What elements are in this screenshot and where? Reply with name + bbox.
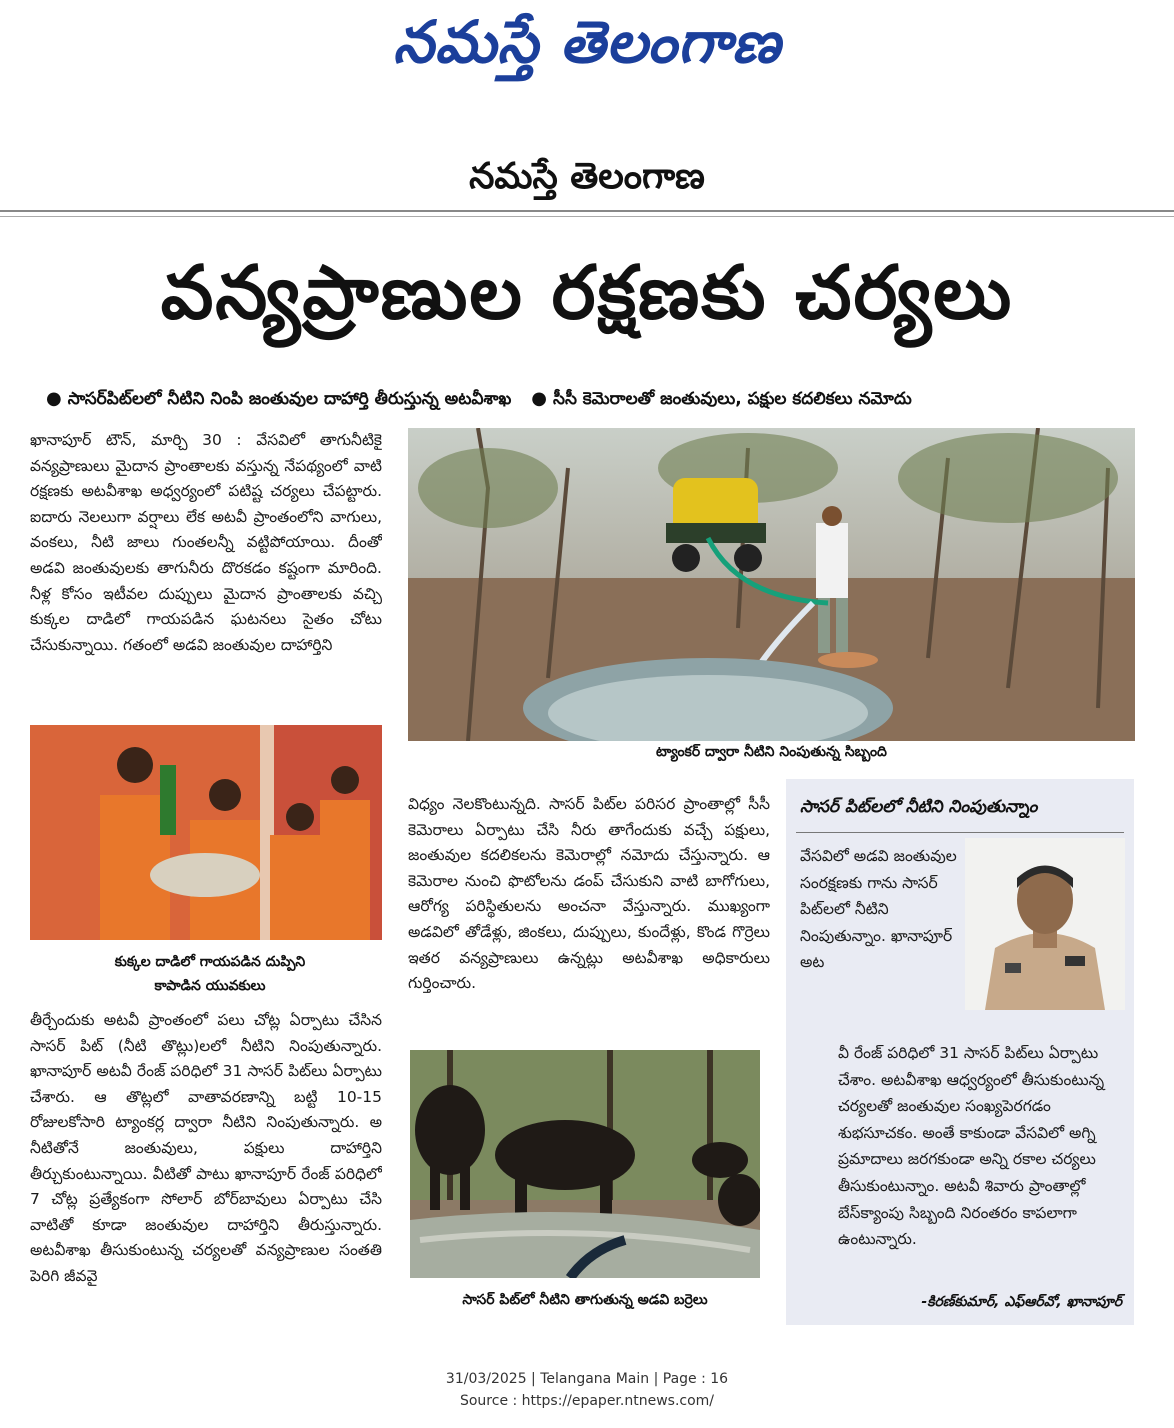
bison-photo [410,1050,760,1278]
officer-quote-text-narrow: వేసవిలో అడవి జంతువుల సంరక్షణకు గాను సాసర్‌ పిట్‌లలో నీటిని నింపుతున్నాం. ఖానాపూర్‌ అట [800,847,957,972]
masthead-logo: నమస్తే తెలంగాణ [393,8,781,76]
tanker-photo-caption: ట్యాంకర్‌ ద్వారా నీటిని నింపుతున్న సిబ్బంది [656,744,887,760]
officer-signature: -కిరణ్‌కుమార్‌, ఎఫ్‌ఆర్‌వో, ఖానాపూర్‌ [921,1294,1122,1310]
footer-source: Source : https://epaper.ntnews.com/ [459,1393,715,1409]
header-rule-thin [0,216,1174,217]
page-footer [0,1368,1174,1412]
article-headline: వన్యప్రాణుల రక్షణకు చర్యలు [160,250,1014,336]
bullet-item: ● సాసర్‌పిట్‌లలో నీటిని నింపి జంతువుల దాహార్తి తీరుస్తున్న అటవీశాఖ [46,388,512,409]
officer-photo [965,838,1125,1010]
article-column-1-top: ఖానాపూర్‌ టౌన్‌, మార్చి 30 : వేసవిలో తాగునీటికై వన్యప్రాణులు మైదాన ప్రాంతాలకు వస్తున్న నేపథ్యంలో వాటి రక్షణకు అటవీశాఖ అధ్వర్యంలో పటిష్ట చర్యలు చేపట్టారు. ఐదారు నెలలుగా వర్షాలు లేక అటవీ ప్రాంతంలోని వాగులు, వంకలు, నీటి జాలు గుంతలన్నీ వట్టిపోయాయి. దీంతో అడవి జంతువులకు తాగునీరు దొరకడం కష్టంగా మారింది. నీళ్ల కోసం ఇటీవల దుప్పులు మైదాన ప్రాంతాలకు వచ్చి కుక్కల దాడిలో గాయపడిన ఘటనలు సైతం చోటు చేసుకున్నాయి. గతంలో అడవి జంతువుల దాహార్తిని [30,431,382,654]
subheading-bullets [46,388,1126,413]
tanker-photo [408,428,1135,741]
officer-quote-text-wide: వీ రేంజ్‌ పరిధిలో 31 సాసర్‌ పిట్‌లు ఏర్పాటు చేశాం. అటవీశాఖ ఆధ్వర్యంలో తీసుకుంటున్న చర్యలతో జంతువుల సంఖ్యపెరగడం శుభసూచకం. అంతే కాకుండా వేసవిలో అగ్ని ప్రమాదాలు జరగకుండా అన్ని రకాల చర్యలు తీసుకుంటున్నాం. అటవీ శివారు ప్రాంతాల్లో బేస్‌క్యాంపు సిబ్బంది నిరంతరం కాపలాగా ఉంటున్నారు. [838,1044,1105,1249]
bullet-item: ● సీసీ కెమెరాలతో జంతువులు, పక్షుల కదలికలు నమోదు [531,388,912,409]
header-rule [0,210,1174,212]
officer-quote-rule [796,832,1124,833]
article-column-1-bottom: తీర్చేందుకు అటవీ ప్రాంతంలో పలు చోట్ల ఏర్పాటు చేసిన సాసర్‌ పిట్‌ (నీటి తొట్లు)లలో నీటిని నింపుతున్నారు. ఖానాపూర్‌ అటవీ రేంజ్‌ పరిధిలో 31 సాసర్‌ పిట్‌లు ఏర్పాటు చేశారు. ఆ తొట్లలో వాతావరణాన్ని బట్టి 10-15 రోజులకోసారి ట్యాంకర్ల ద్వారా నీటిని నింపుతున్నారు. అ నీటితోనే జంతువులు, పక్షులు దాహార్తిని తీర్చుకుంటున్నాయి. వీటితో పాటు ఖానాపూర్‌ రేంజ్‌ పరిధిలో 7 చోట్ల ప్రత్యేకంగా సోలార్‌ బోర్‌బావులు ఏర్పాటు చేసి వాటితో కూడా జంతువుల దాహార్తిని తీరుస్తున్నారు. అటవీశాఖ తీసుకుంటున్న చర్యలతో వన్యప్రాణుల సంతతి పెరిగి జీవవై [30,1011,382,1285]
youths-photo-caption: కుక్కల దాడిలో గాయపడిన దుప్పిని కాపాడిన యువకులు [114,954,306,994]
officer-quote-title: సాసర్‌ పిట్‌లలో నీటిని నింపుతున్నాం [800,797,1038,817]
section-header: నమస్తే తెలంగాణ [469,156,705,197]
article-column-2: విధ్యం నెలకొంటున్నది. సాసర్‌ పిట్‌ల పరిసర ప్రాంతాల్లో సీసీ కెమెరాలు ఏర్పాటు చేసి నీరు తాగేందుకు వచ్చే పక్షులు, జంతువుల కదలికలను కెమెరాల్లో నమోదు చేస్తున్నారు. ఆ కెమెరాల నుంచి ఫొటోలను డంప్‌ చేసుకుని వాటి బాగోగులు, ఆరోగ్య పరిస్థితులను అంచనా వేస్తున్నారు. ముఖ్యంగా అడవిలో తోడేళ్లు, జింకలు, దుప్పులు, కుందేళ్లు, కొండ గొర్రెలు ఇతర వన్యప్రాణులు ఉన్నట్లు అటవీశాఖ అధికారులు గుర్తించారు. [408,795,770,993]
footer-edition-info: 31/03/2025 | Telangana Main | Page : 16 [445,1371,729,1387]
youths-photo [30,725,382,940]
bison-photo-caption: సాసర్‌ పిట్‌లో నీటిని తాగుతున్న అడవి బర్రెలు [462,1292,708,1308]
